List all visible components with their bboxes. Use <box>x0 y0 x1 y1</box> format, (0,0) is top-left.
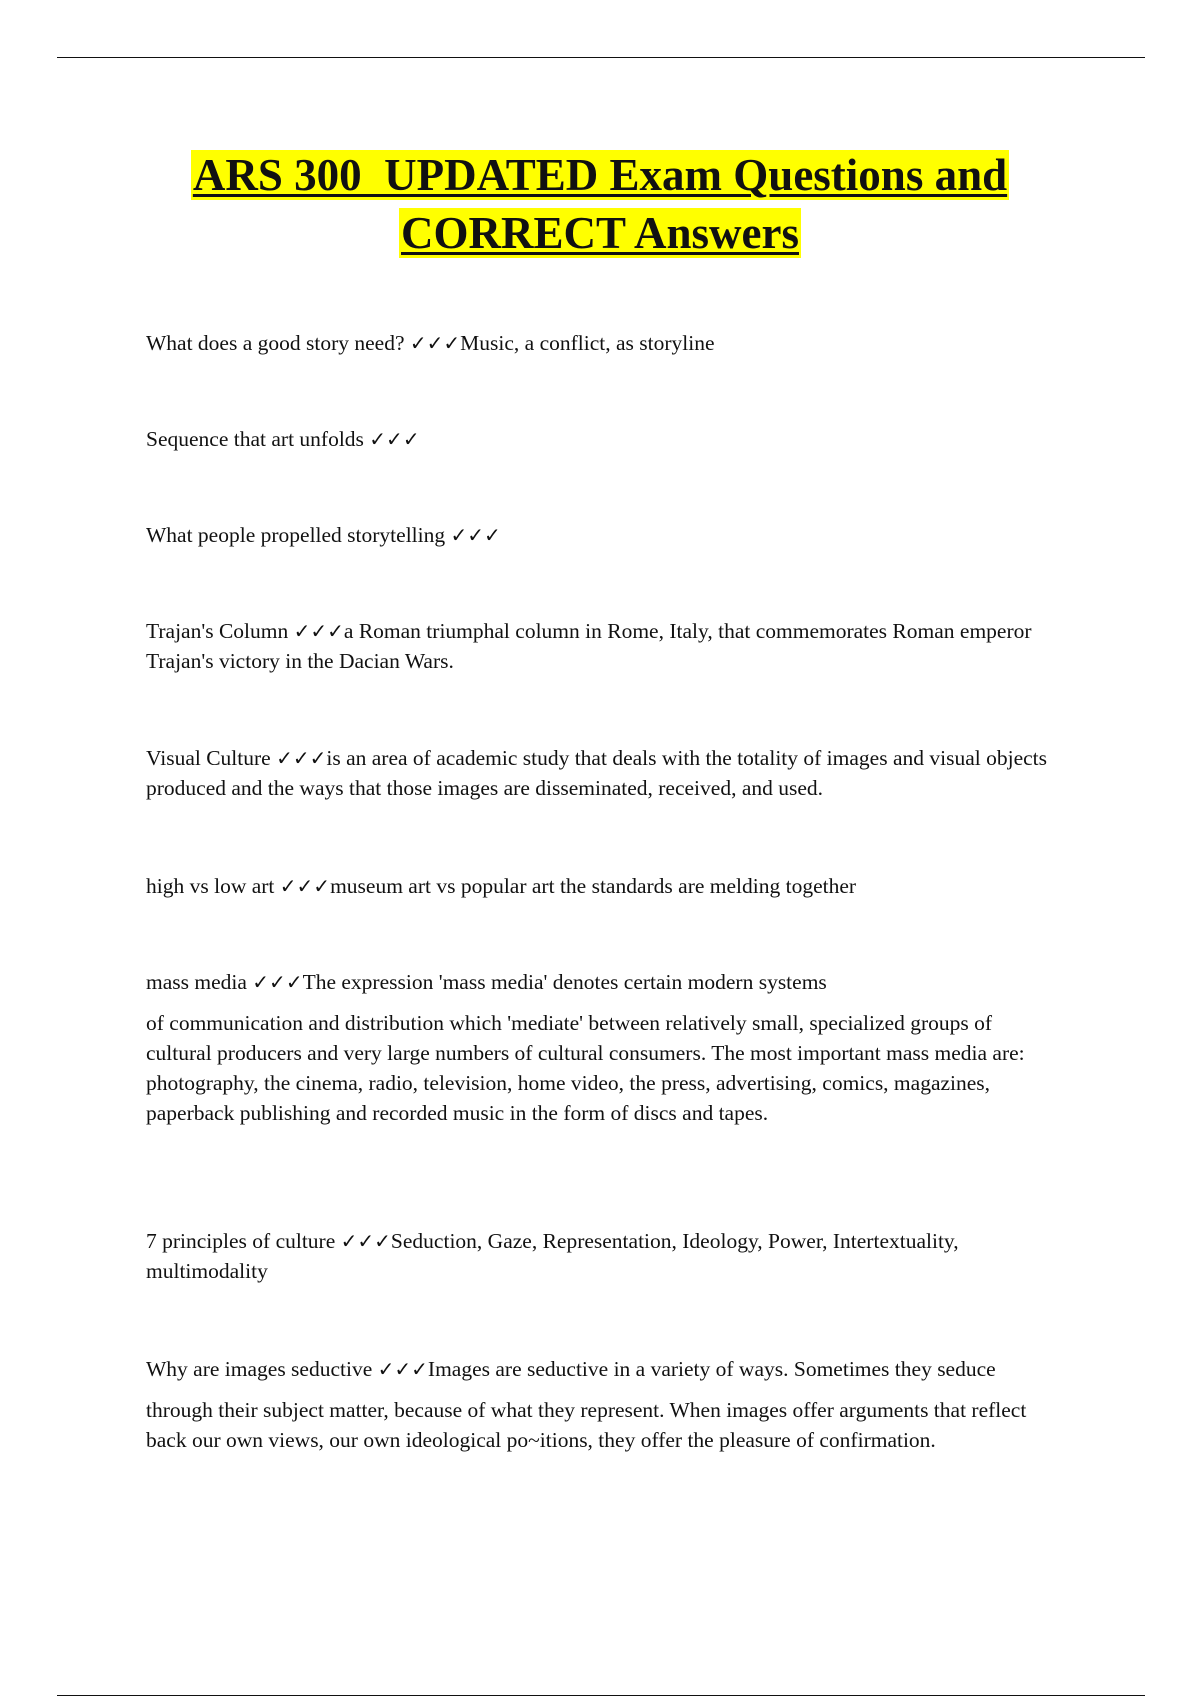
qa-text <box>146 424 420 454</box>
qa-item <box>146 520 501 550</box>
question: Sequence that art unfolds <box>146 427 364 451</box>
question: What people propelled storytelling <box>146 523 446 547</box>
check-marks-icon: ✓✓✓ <box>276 746 327 770</box>
title-line-1: ARS 300 UPDATED Exam Questions and <box>192 150 1008 200</box>
qa-text <box>146 743 1066 803</box>
qa-item <box>146 871 856 901</box>
question: Visual Culture <box>146 746 271 770</box>
question: What does a good story need? <box>146 331 405 355</box>
footer-rule <box>57 1695 1145 1696</box>
check-marks-icon: ✓✓✓ <box>450 523 501 547</box>
check-marks-icon: ✓✓✓ <box>252 970 303 994</box>
qa-text <box>146 1354 1046 1384</box>
check-marks-icon: ✓✓✓ <box>293 619 344 643</box>
answer: Images are seductive in a variety of ways. Sometimes they seduce <box>427 1357 996 1381</box>
question: high vs low art <box>146 874 275 898</box>
question: Why are images seductive <box>146 1357 373 1381</box>
answer-continuation: through their subject matter, because of what they represent. When images offer arguments that reflect back our own views, our own ideological po~itions, they offer the pleasure of confirmation. <box>146 1398 1027 1452</box>
qa-text <box>146 328 715 358</box>
title-line-2: CORRECT Answers <box>401 208 799 258</box>
qa-text <box>146 967 1056 997</box>
check-marks-icon: ✓✓✓ <box>409 331 461 355</box>
qa-item <box>146 743 1066 803</box>
answer: Music, a conflict, as storyline <box>460 331 715 355</box>
answer: Seduction, Gaze, Representation, Ideology, Power, Intertextuality, multimodality <box>146 1229 959 1283</box>
answer: museum art vs popular art the standards are melding together <box>330 874 857 898</box>
check-marks-icon: ✓✓✓ <box>340 1229 391 1253</box>
qa-item <box>146 1226 996 1286</box>
question: 7 principles of culture <box>146 1229 336 1253</box>
answer-continuation: of communication and distribution which 'mediate' between relatively small, specialized groups of cultural producers and very large numbers of cultural consumers. The most important mass media are: photography, the cinema, radio, television, home video, the press, advertising, comics, magazines, paperback publishing and recorded music in the form of discs and tapes. <box>146 1011 1025 1125</box>
qa-item <box>146 1354 1046 1455</box>
document-title <box>0 146 1200 262</box>
check-marks-icon: ✓✓✓ <box>279 874 331 898</box>
qa-text <box>146 871 856 901</box>
qa-item <box>146 328 715 358</box>
question: mass media <box>146 970 247 994</box>
qa-item <box>146 616 1046 676</box>
check-marks-icon: ✓✓✓ <box>369 427 420 451</box>
question: Trajan's Column <box>146 619 289 643</box>
check-marks-icon: ✓✓✓ <box>377 1357 428 1381</box>
qa-item <box>146 967 1056 1128</box>
qa-text <box>146 1226 996 1286</box>
qa-text <box>146 616 1046 676</box>
answer: a Roman triumphal column in Rome, Italy, that commemorates Roman emperor Trajan's victory in the Dacian Wars. <box>146 619 1032 673</box>
answer: is an area of academic study that deals with the totality of images and visual objects produced and the ways that those images are disseminated, received, and used. <box>146 746 1048 800</box>
qa-item <box>146 424 420 454</box>
answer: The expression 'mass media' denotes certain modern systems <box>302 970 827 994</box>
header-rule <box>57 57 1145 58</box>
qa-text <box>146 520 501 550</box>
